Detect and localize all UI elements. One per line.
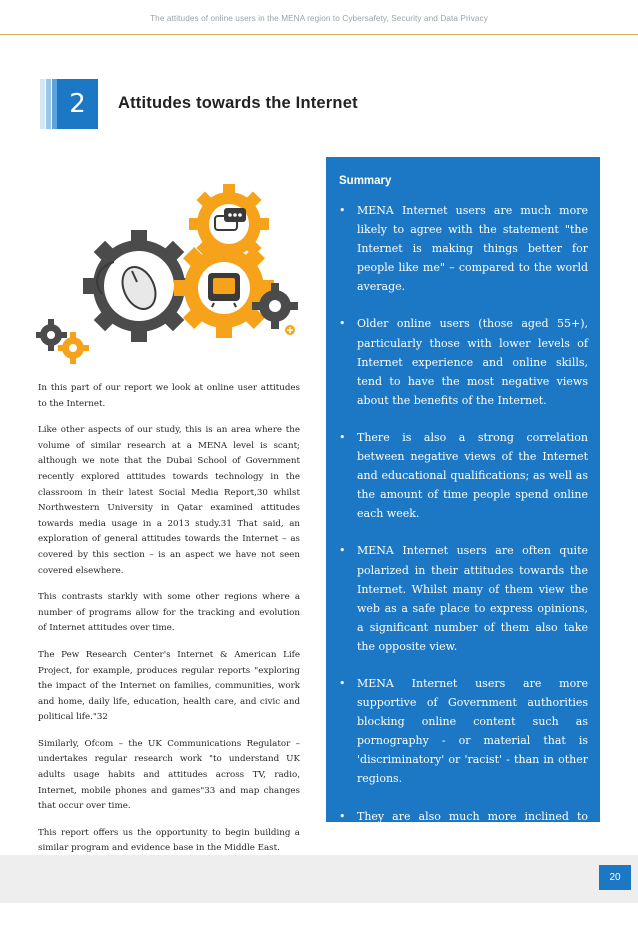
- summary-item: [336, 674, 588, 789]
- bullet-icon: •: [339, 809, 346, 823]
- speech-bubbles-icon: [209, 204, 249, 244]
- summary-item-text: They are also much more inclined to argue that these bodies should censor subject.: [357, 809, 588, 918]
- paragraph: Similarly, Ofcom – the UK Communications Regulator – undertakes regular research work "to understand UK adults usage habits and attitudes across TV, radio, Internet, mobile phones and games"33 and map changes that occur over time.: [38, 738, 300, 812]
- summary-item: [336, 541, 588, 656]
- bullet-icon: •: [339, 544, 346, 558]
- paragraph: Like other aspects of our study, this is an area where the volume of similar research at a MENA level is scant; although we note that the Dubai School of Government recently explored attitudes towards technology in the classroom in their latest Social Media Report,30 whilst Northwestern University in Qatar examined attitudes towards media usage in a 2013 study.31 That said, an exploration of general attitudes towards the Internet – as covered by this section – is an aspect we have not seen covered elsewhere.: [38, 425, 300, 576]
- internet-illustration: [36, 170, 306, 375]
- section-number: 2: [57, 79, 98, 129]
- section-title: Attitudes towards the Internet: [118, 94, 358, 112]
- paragraph: This report offers us the opportunity to begin building a similar program and evidence base in the Middle East.: [38, 827, 300, 854]
- paragraph: The Pew Research Center's Internet & American Life Project, for example, produces regular reports "exploring the impact of the Internet on families, communities, work and home, daily life, education, health care, and civic and political life."32: [38, 649, 300, 723]
- page-number: 20: [599, 865, 631, 890]
- header-rule: [0, 34, 638, 35]
- summary-item-text: MENA Internet users are much more likely to agree with the statement "the Internet is making things better for people like me" – compared to the world average.: [357, 204, 588, 294]
- intro-text: [38, 381, 300, 868]
- summary-item: [336, 314, 588, 409]
- summary-item-text: There is also a strong correlation between negative views of the Internet and educational qualifications; as well as the amount of time people spend online each week.: [357, 430, 588, 521]
- paragraph: This contrasts starkly with some other regions where a number of programs allow for the tracking and evolution of Internet attitudes over time.: [38, 592, 300, 634]
- summary-title: Summary: [339, 175, 392, 187]
- bullet-icon: •: [339, 430, 346, 444]
- running-header: The attitudes of online users in the MENA region to Cybersafety, Security and Data Privacy: [150, 14, 488, 23]
- summary-item: [336, 428, 588, 523]
- summary-item-text: Older online users (those aged 55+), particularly those with lower levels of Internet experience and online skills, tend to have the most negative views about the benefits of the Internet.: [357, 317, 588, 407]
- footer-bar: [0, 855, 638, 903]
- bullet-icon: •: [339, 676, 346, 690]
- plus-icon: [285, 325, 295, 335]
- summary-item: [336, 201, 588, 296]
- summary-box: [326, 157, 600, 918]
- summary-item-text: MENA Internet users are more supportive of Government authorities blocking online content such as pornography - or material that is 'discriminatory' or 'racist' - than in other regions.: [357, 676, 588, 786]
- paragraph: In this part of our report we look at online user attitudes to the Internet.: [38, 383, 300, 409]
- tv-icon: [198, 262, 250, 314]
- summary-list: [336, 201, 588, 939]
- summary-item-text: MENA Internet users are often quite polarized in their attitudes towards the Internet. Whilst many of them view the web as a safe place to express opinions, a significant number of them also take the opposite view.: [357, 544, 588, 653]
- bullet-icon: •: [339, 204, 346, 217]
- bullet-icon: •: [339, 317, 346, 331]
